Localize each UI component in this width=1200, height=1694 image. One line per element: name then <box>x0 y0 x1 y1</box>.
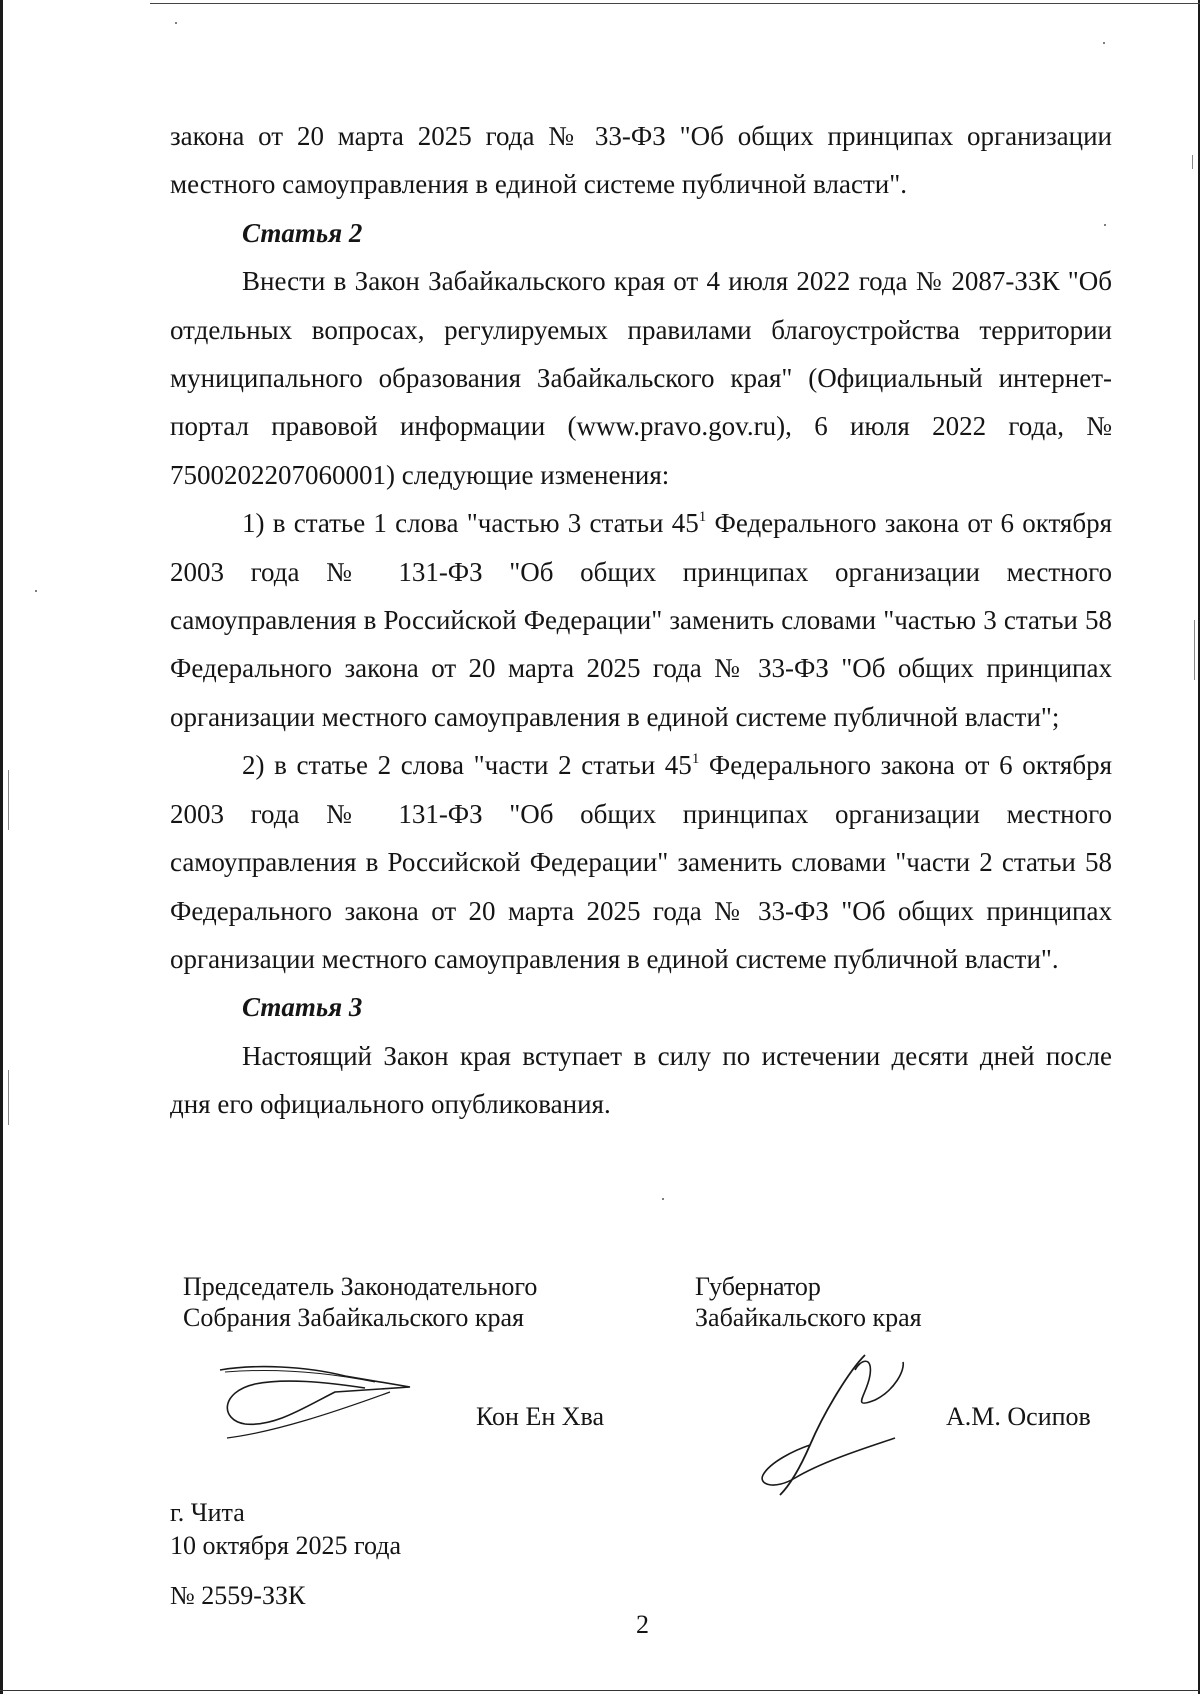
document-body <box>170 112 1112 1129</box>
article-3-text: Настоящий Закон края вступает в силу по истечении десяти дней после дня его официального опубликования. <box>170 1040 1112 1120</box>
scan-speck <box>1103 42 1105 44</box>
scan-mark <box>8 1070 9 1125</box>
article-2-item-2: 2) в статье 2 слова "части 2 статьи $45^1$ Федерального закона от 6 октября 2003 года № 131-ФЗ "Об общих принципах организации местного самоуправления в Российской Федерации" заменить словами "части 2 статьи 58 Федерального закона от 20 марта 2025 года № 33-ФЗ "Об общих принципах организации местного самоуправления в единой системе публичной власти". <box>170 750 1112 974</box>
scan-edge-bottom <box>0 1690 1200 1691</box>
scan-mark <box>1194 620 1195 680</box>
continuation-paragraph: закона от 20 марта 2025 года № 33-ФЗ "Об общих принципах организации местного самоуправления в единой системе публичной власти". <box>170 121 1112 200</box>
article-2-intro: Внести в Закон Забайкальского края от 4 июля 2022 года № 2087-ЗЗК "Об отдельных вопросах, регулируемых правилами благоустройства территории муниципального образования Забайкальского края" (Официальный интернет-портал правовой информации (www.pravo.gov.ru), 6 июля 2022 года, № 7500202207060001) следующие изменения: <box>170 266 1112 490</box>
governor-name: А.М. Осипов <box>946 1402 1091 1431</box>
chairman-signature-image <box>215 1362 415 1442</box>
signing-date: 10 октября 2025 года <box>170 1531 401 1560</box>
article-2-heading: Статья 2 <box>242 217 363 248</box>
chairman-name: Кон Ен Хва <box>476 1402 605 1431</box>
scan-edge-top <box>150 3 1200 4</box>
scan-speck <box>662 1198 664 1200</box>
scan-edge-left <box>0 0 3 1694</box>
governor-signature-image <box>755 1350 915 1500</box>
scan-speck <box>175 22 177 24</box>
city: г. Чита <box>170 1498 245 1527</box>
scan-mark <box>8 770 9 830</box>
chairman-title: Председатель Законодательного Собрания Забайкальского края <box>183 1272 538 1332</box>
governor-title: Губернатор Забайкальского края <box>695 1272 922 1332</box>
article-3-heading: Статья 3 <box>242 992 363 1023</box>
article-2-item-1: 1) в статье 1 слова "частью 3 статьи $45^1$ Федерального закона от 6 октября 2003 года № 131-ФЗ "Об общих принципах организации местного самоуправления в Российской Федерации" заменить словами "частью 3 статьи 58 Федерального закона от 20 марта 2025 года № 33-ФЗ "Об общих принципах организации местного самоуправления в единой системе публичной власти"; <box>170 508 1113 732</box>
law-number: № 2559-ЗЗК <box>170 1581 306 1610</box>
scan-speck <box>35 590 37 592</box>
scan-mark <box>1192 155 1193 169</box>
page-number: 2 <box>636 1610 649 1639</box>
